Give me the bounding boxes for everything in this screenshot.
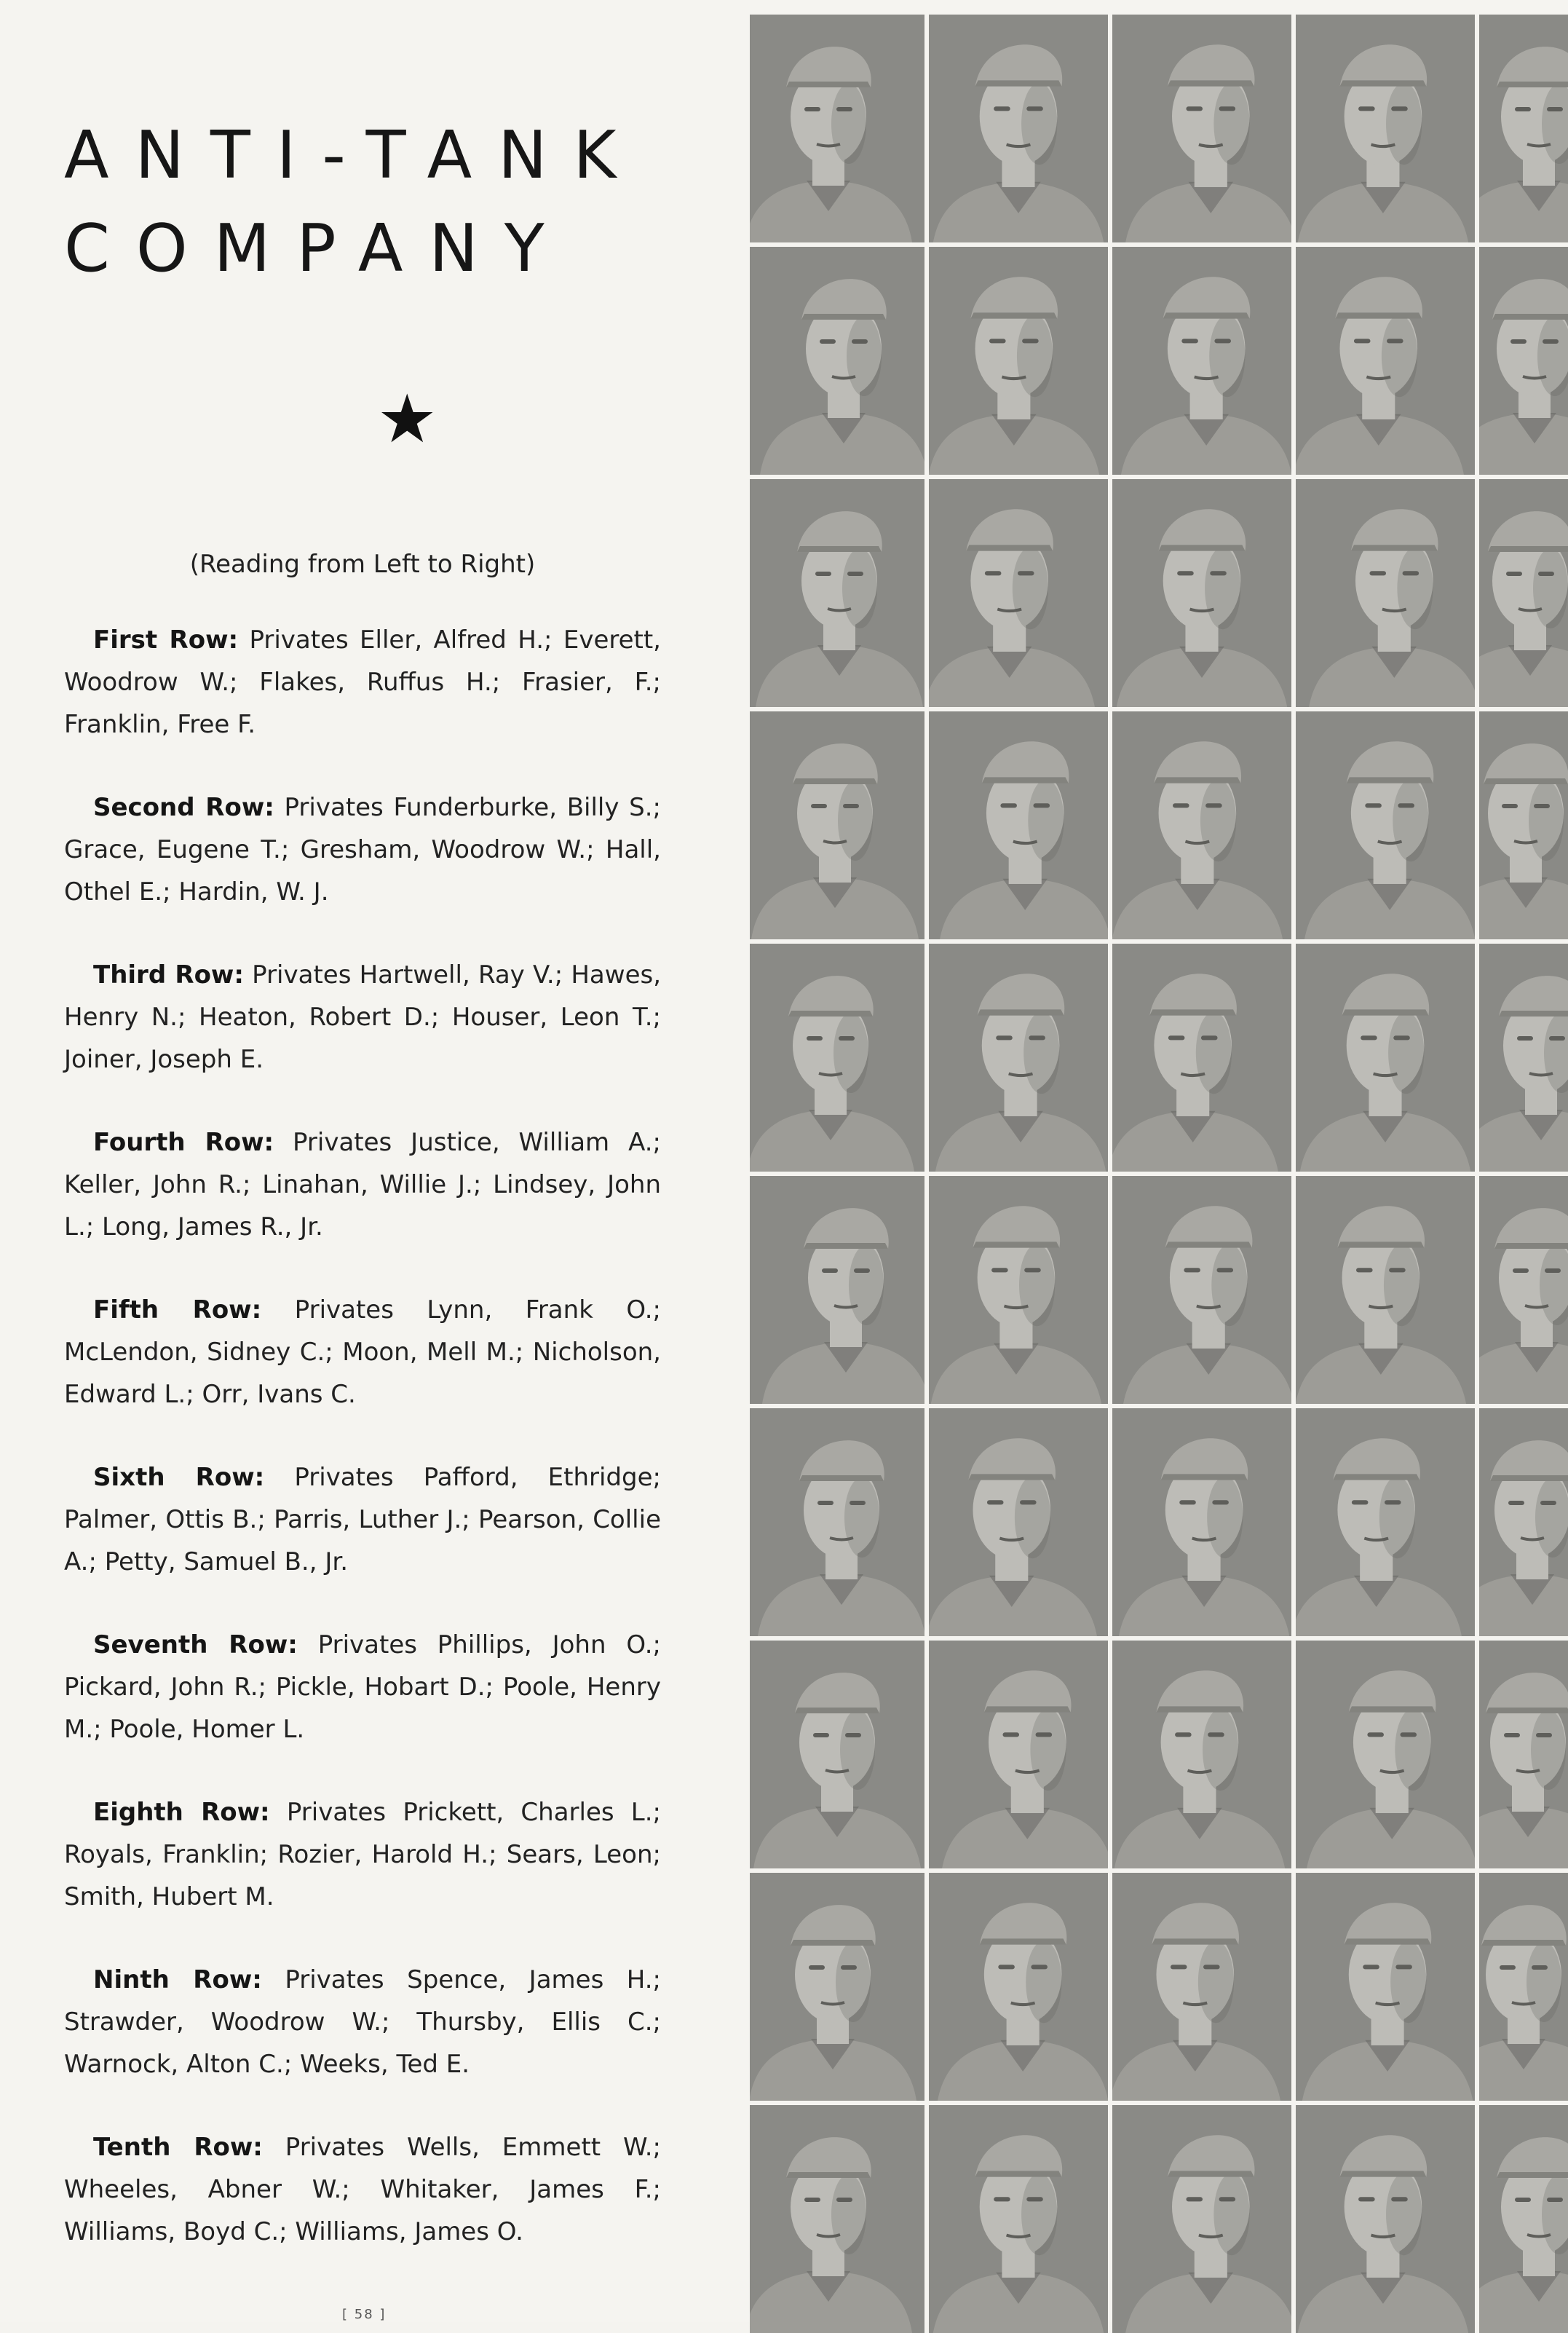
row-names: Privates Eller, Alfred H.; Everett, Woodrow W.; Flakes, Ruffus H.; Frasier, F.; Franklin, Free F. [64, 625, 661, 739]
soldier-portrait-icon [929, 1408, 1108, 1636]
soldier-portrait-icon [929, 1873, 1108, 2101]
portrait-photo [750, 2105, 924, 2333]
portrait-photo [929, 247, 1108, 475]
roster-row-2 [64, 786, 661, 913]
soldier-portrait-icon [929, 944, 1108, 1172]
row-label: Seventh Row: [93, 1630, 298, 1659]
portrait-photo [1112, 1176, 1291, 1404]
soldier-portrait-icon [1112, 1873, 1291, 2101]
soldier-portrait-icon [750, 1641, 924, 1868]
soldier-portrait-icon [1296, 1408, 1475, 1636]
roster-row-3 [64, 954, 661, 1081]
portrait-photo [1112, 1641, 1291, 1868]
title-line-2: COMPANY [64, 210, 571, 287]
soldier-portrait-icon [1296, 944, 1475, 1172]
soldier-portrait-icon [1112, 15, 1291, 242]
reading-note: (Reading from Left to Right) [189, 550, 536, 579]
portrait-photo [750, 1641, 924, 1868]
portrait-photo [1296, 247, 1475, 475]
portrait-photo [750, 1873, 924, 2101]
soldier-portrait-icon [750, 247, 924, 475]
row-label: Third Row: [93, 960, 244, 990]
portrait-photo [1296, 479, 1475, 707]
title-line-1: ANTI-TANK [64, 117, 643, 194]
portrait-photo [1112, 1873, 1291, 2101]
portrait-photo [1479, 1873, 1568, 2101]
soldier-portrait-icon [1479, 2105, 1568, 2333]
portrait-photo [1112, 711, 1291, 939]
portrait-photo [750, 15, 924, 242]
soldier-portrait-icon [750, 944, 924, 1172]
soldier-portrait-icon [1479, 1641, 1568, 1868]
page-number: [ 58 ] [342, 2307, 387, 2322]
portrait-photo [1479, 479, 1568, 707]
row-names: Privates Lynn, Frank O.; McLendon, Sidney C.; Moon, Mell M.; Nicholson, Edward L.; Orr, Ivans C. [64, 1295, 662, 1409]
portrait-photo [750, 247, 924, 475]
soldier-portrait-icon [929, 2105, 1108, 2333]
soldier-portrait-icon [929, 247, 1108, 475]
soldier-portrait-icon [1479, 711, 1568, 939]
soldier-portrait-icon [1112, 479, 1291, 707]
portrait-photo [929, 1873, 1108, 2101]
portrait-photo [1479, 15, 1568, 242]
soldier-portrait-icon [1479, 15, 1568, 242]
portrait-photo [1112, 15, 1291, 242]
portrait-photo [1296, 711, 1475, 939]
soldier-portrait-icon [1112, 2105, 1291, 2333]
soldier-portrait-icon [750, 479, 924, 707]
soldier-portrait-icon [750, 1176, 924, 1404]
soldier-portrait-icon [929, 711, 1108, 939]
soldier-portrait-icon [1296, 1873, 1475, 2101]
portrait-photo [929, 479, 1108, 707]
portrait-photo [1296, 2105, 1475, 2333]
row-label: Eighth Row: [93, 1798, 270, 1827]
roster-row-5 [64, 1289, 661, 1416]
soldier-portrait-icon [1296, 1641, 1475, 1868]
portrait-photo [1296, 944, 1475, 1172]
portrait-photo [929, 1408, 1108, 1636]
soldier-portrait-icon [1296, 15, 1475, 242]
portrait-photo [929, 2105, 1108, 2333]
soldier-portrait-icon [1112, 1408, 1291, 1636]
row-names: Privates Phillips, John O.; Pickard, John R.; Pickle, Hobart D.; Poole, Henry M.; Poole, Homer L. [64, 1630, 661, 1744]
soldier-portrait-icon [1112, 1641, 1291, 1868]
soldier-portrait-icon [1479, 1408, 1568, 1636]
row-label: Tenth Row: [93, 2133, 263, 2162]
portrait-photo [750, 479, 924, 707]
soldier-portrait-icon [1479, 1176, 1568, 1404]
portrait-photo [1296, 1408, 1475, 1636]
text-column [64, 109, 662, 2246]
row-label: Fifth Row: [93, 1295, 262, 1325]
row-names: Privates Wells, Emmett W.; Wheeles, Abner W.; Whitaker, James F.; Williams, Boyd C.; Williams, James O. [64, 2133, 661, 2246]
soldier-portrait-icon [929, 1641, 1108, 1868]
soldier-portrait-icon [1112, 247, 1291, 475]
portrait-photo [1479, 711, 1568, 939]
soldier-portrait-icon [750, 1873, 924, 2101]
portrait-photo [1296, 15, 1475, 242]
soldier-portrait-icon [1479, 944, 1568, 1172]
soldier-portrait-icon [1296, 479, 1475, 707]
row-label: Sixth Row: [93, 1463, 265, 1492]
portrait-photo [1112, 247, 1291, 475]
soldier-portrait-icon [1112, 711, 1291, 939]
row-label: Second Row: [93, 793, 274, 822]
portrait-grid [750, 15, 1568, 2322]
portrait-photo [929, 1176, 1108, 1404]
portrait-photo [1112, 1408, 1291, 1636]
soldier-portrait-icon [1296, 247, 1475, 475]
row-names: Privates Prickett, Charles L.; Royals, Franklin; Rozier, Harold H.; Sears, Leon; Smith, Hubert M. [64, 1798, 662, 1911]
portrait-photo [750, 711, 924, 939]
roster-row-4 [64, 1121, 661, 1248]
soldier-portrait-icon [750, 1408, 924, 1636]
row-label: Ninth Row: [93, 1965, 262, 1994]
soldier-portrait-icon [1296, 1176, 1475, 1404]
portrait-photo [1479, 1176, 1568, 1404]
portrait-photo [929, 711, 1108, 939]
star-icon: ★ [377, 380, 437, 458]
soldier-portrait-icon [750, 711, 924, 939]
portrait-photo [750, 944, 924, 1172]
portrait-photo [1479, 944, 1568, 1172]
portrait-photo [1296, 1873, 1475, 2101]
row-names: Privates Justice, William A.; Keller, John R.; Linahan, Willie J.; Lindsey, John L.; Long, James R., Jr. [64, 1128, 661, 1241]
roster-row-8 [64, 1791, 661, 1918]
soldier-portrait-icon [1479, 479, 1568, 707]
row-names: Privates Hartwell, Ray V.; Hawes, Henry N.; Heaton, Robert D.; Houser, Leon T.; Joiner, Joseph E. [64, 960, 662, 1074]
row-names: Privates Pafford, Ethridge; Palmer, Ottis B.; Parris, Luther J.; Pearson, Collie A.; Petty, Samuel B., Jr. [64, 1463, 661, 1576]
soldier-portrait-icon [1296, 711, 1475, 939]
portrait-photo [1479, 1641, 1568, 1868]
roster-row-10 [64, 2126, 661, 2253]
soldier-portrait-icon [929, 15, 1108, 242]
soldier-portrait-icon [750, 15, 924, 242]
roster-row-1 [64, 619, 661, 746]
row-label: Fourth Row: [93, 1128, 274, 1157]
roster-row-6 [64, 1456, 661, 1583]
portrait-photo [1112, 479, 1291, 707]
soldier-portrait-icon [1479, 247, 1568, 475]
soldier-portrait-icon [929, 479, 1108, 707]
portrait-photo [1479, 247, 1568, 475]
soldier-portrait-icon [1112, 1176, 1291, 1404]
row-label: First Row: [93, 625, 239, 655]
row-names: Privates Spence, James H.; Strawder, Woodrow W.; Thursby, Ellis C.; Warnock, Alton C.; Weeks, Ted E. [64, 1965, 662, 2079]
soldier-portrait-icon [750, 2105, 924, 2333]
roster-list [64, 619, 661, 2294]
soldier-portrait-icon [1296, 2105, 1475, 2333]
soldier-portrait-icon [929, 1176, 1108, 1404]
portrait-photo [750, 1176, 924, 1404]
portrait-photo [929, 15, 1108, 242]
portrait-photo [750, 1408, 924, 1636]
soldier-portrait-icon [1112, 944, 1291, 1172]
soldier-portrait-icon [1479, 1873, 1568, 2101]
portrait-photo [1479, 2105, 1568, 2333]
row-names: Privates Funderburke, Billy S.; Grace, Eugene T.; Gresham, Woodrow W.; Hall, Othel E.; Hardin, W. J. [64, 793, 661, 907]
portrait-photo [1112, 944, 1291, 1172]
portrait-photo [1296, 1641, 1475, 1868]
portrait-photo [929, 944, 1108, 1172]
portrait-photo [1296, 1176, 1475, 1404]
page-title [64, 109, 661, 296]
roster-row-9 [64, 1959, 661, 2085]
portrait-photo [929, 1641, 1108, 1868]
portrait-photo [1112, 2105, 1291, 2333]
portrait-photo [1479, 1408, 1568, 1636]
roster-row-7 [64, 1624, 661, 1750]
